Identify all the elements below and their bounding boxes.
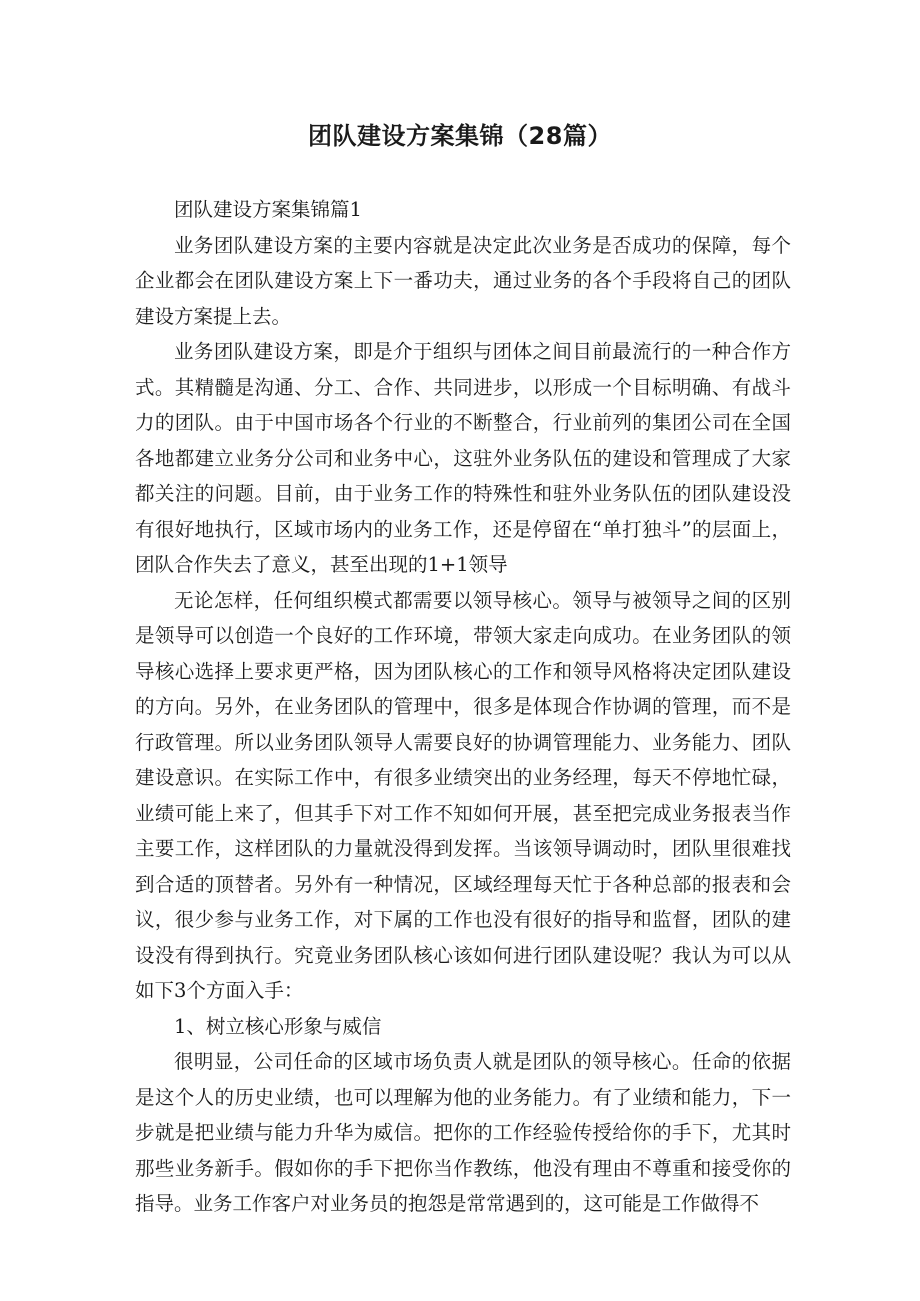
- section-heading: 团队建设方案集锦篇1: [174, 198, 362, 221]
- paragraph: 很明显，公司任命的区域市场负责人就是团队的领导核心。任命的依据是这个人的历史业绩，也可以理解为他的业务能力。有了业绩和能力，下一步就是把业绩与能力升华为威信。把你的工作经验传授给你的手下，尤其时那些业务新手。假如你的手下把你当作教练，他没有理由不尊重和接受你的指导。业务工作客户对业务员的抱怨是常常遇到的，这可能是工作做得不: [135, 1050, 791, 1215]
- document-body: [135, 192, 791, 1222]
- paragraph: 业务团队建设方案，即是介于组织与团体之间目前最流行的一种合作方式。其精髓是沟通、分工、合作、共同进步，以形成一个目标明确、有战斗力的团队。由于中国市场各个行业的不断整合，行业前列的集团公司在全国各地都建立业务分公司和业务中心，这驻外业务队伍的建设和管理成了大家都关注的问题。目前，由于业务工作的特殊性和驻外业务队伍的团队建设没有很好地执行，区域市场内的业务工作，还是停留在“单打独斗”的层面上，团队合作失去了意义，甚至出现的1+1领导: [135, 340, 791, 576]
- paragraph: 无论怎样，任何组织模式都需要以领导核心。领导与被领导之间的区别是领导可以创造一个良好的工作环境，带领大家走向成功。在业务团队的领导核心选择上要求更严格，因为团队核心的工作和领导风格将决定团队建设的方向。另外，在业务团队的管理中，很多是体现合作协调的管理，而不是行政管理。所以业务团队领导人需要良好的协调管理能力、业务能力、团队建设意识。在实际工作中，有很多业绩突出的业务经理，每天不停地忙碌，业绩可能上来了，但其手下对工作不知如何开展，甚至把完成业务报表当作主要工作，这样团队的力量就没得到发挥。当该领导调动时，团队里很难找到合适的顶替者。另外有一种情况，区域经理每天忙于各种总部的报表和会议，很少参与业务工作，对下属的工作也没有很好的指导和监督，团队的建设没有得到执行。究竟业务团队核心该如何进行团队建设呢？我认为可以从如下3个方面入手：: [135, 588, 791, 1002]
- paragraph: 业务团队建设方案的主要内容就是决定此次业务是否成功的保障，每个企业都会在团队建设方案上下一番功夫，通过业务的各个手段将自己的团队建设方案提上去。: [135, 233, 791, 328]
- document-title: 团队建设方案集锦（28篇）: [308, 122, 612, 150]
- subsection-heading: 1、树立核心形象与威信: [174, 1014, 382, 1038]
